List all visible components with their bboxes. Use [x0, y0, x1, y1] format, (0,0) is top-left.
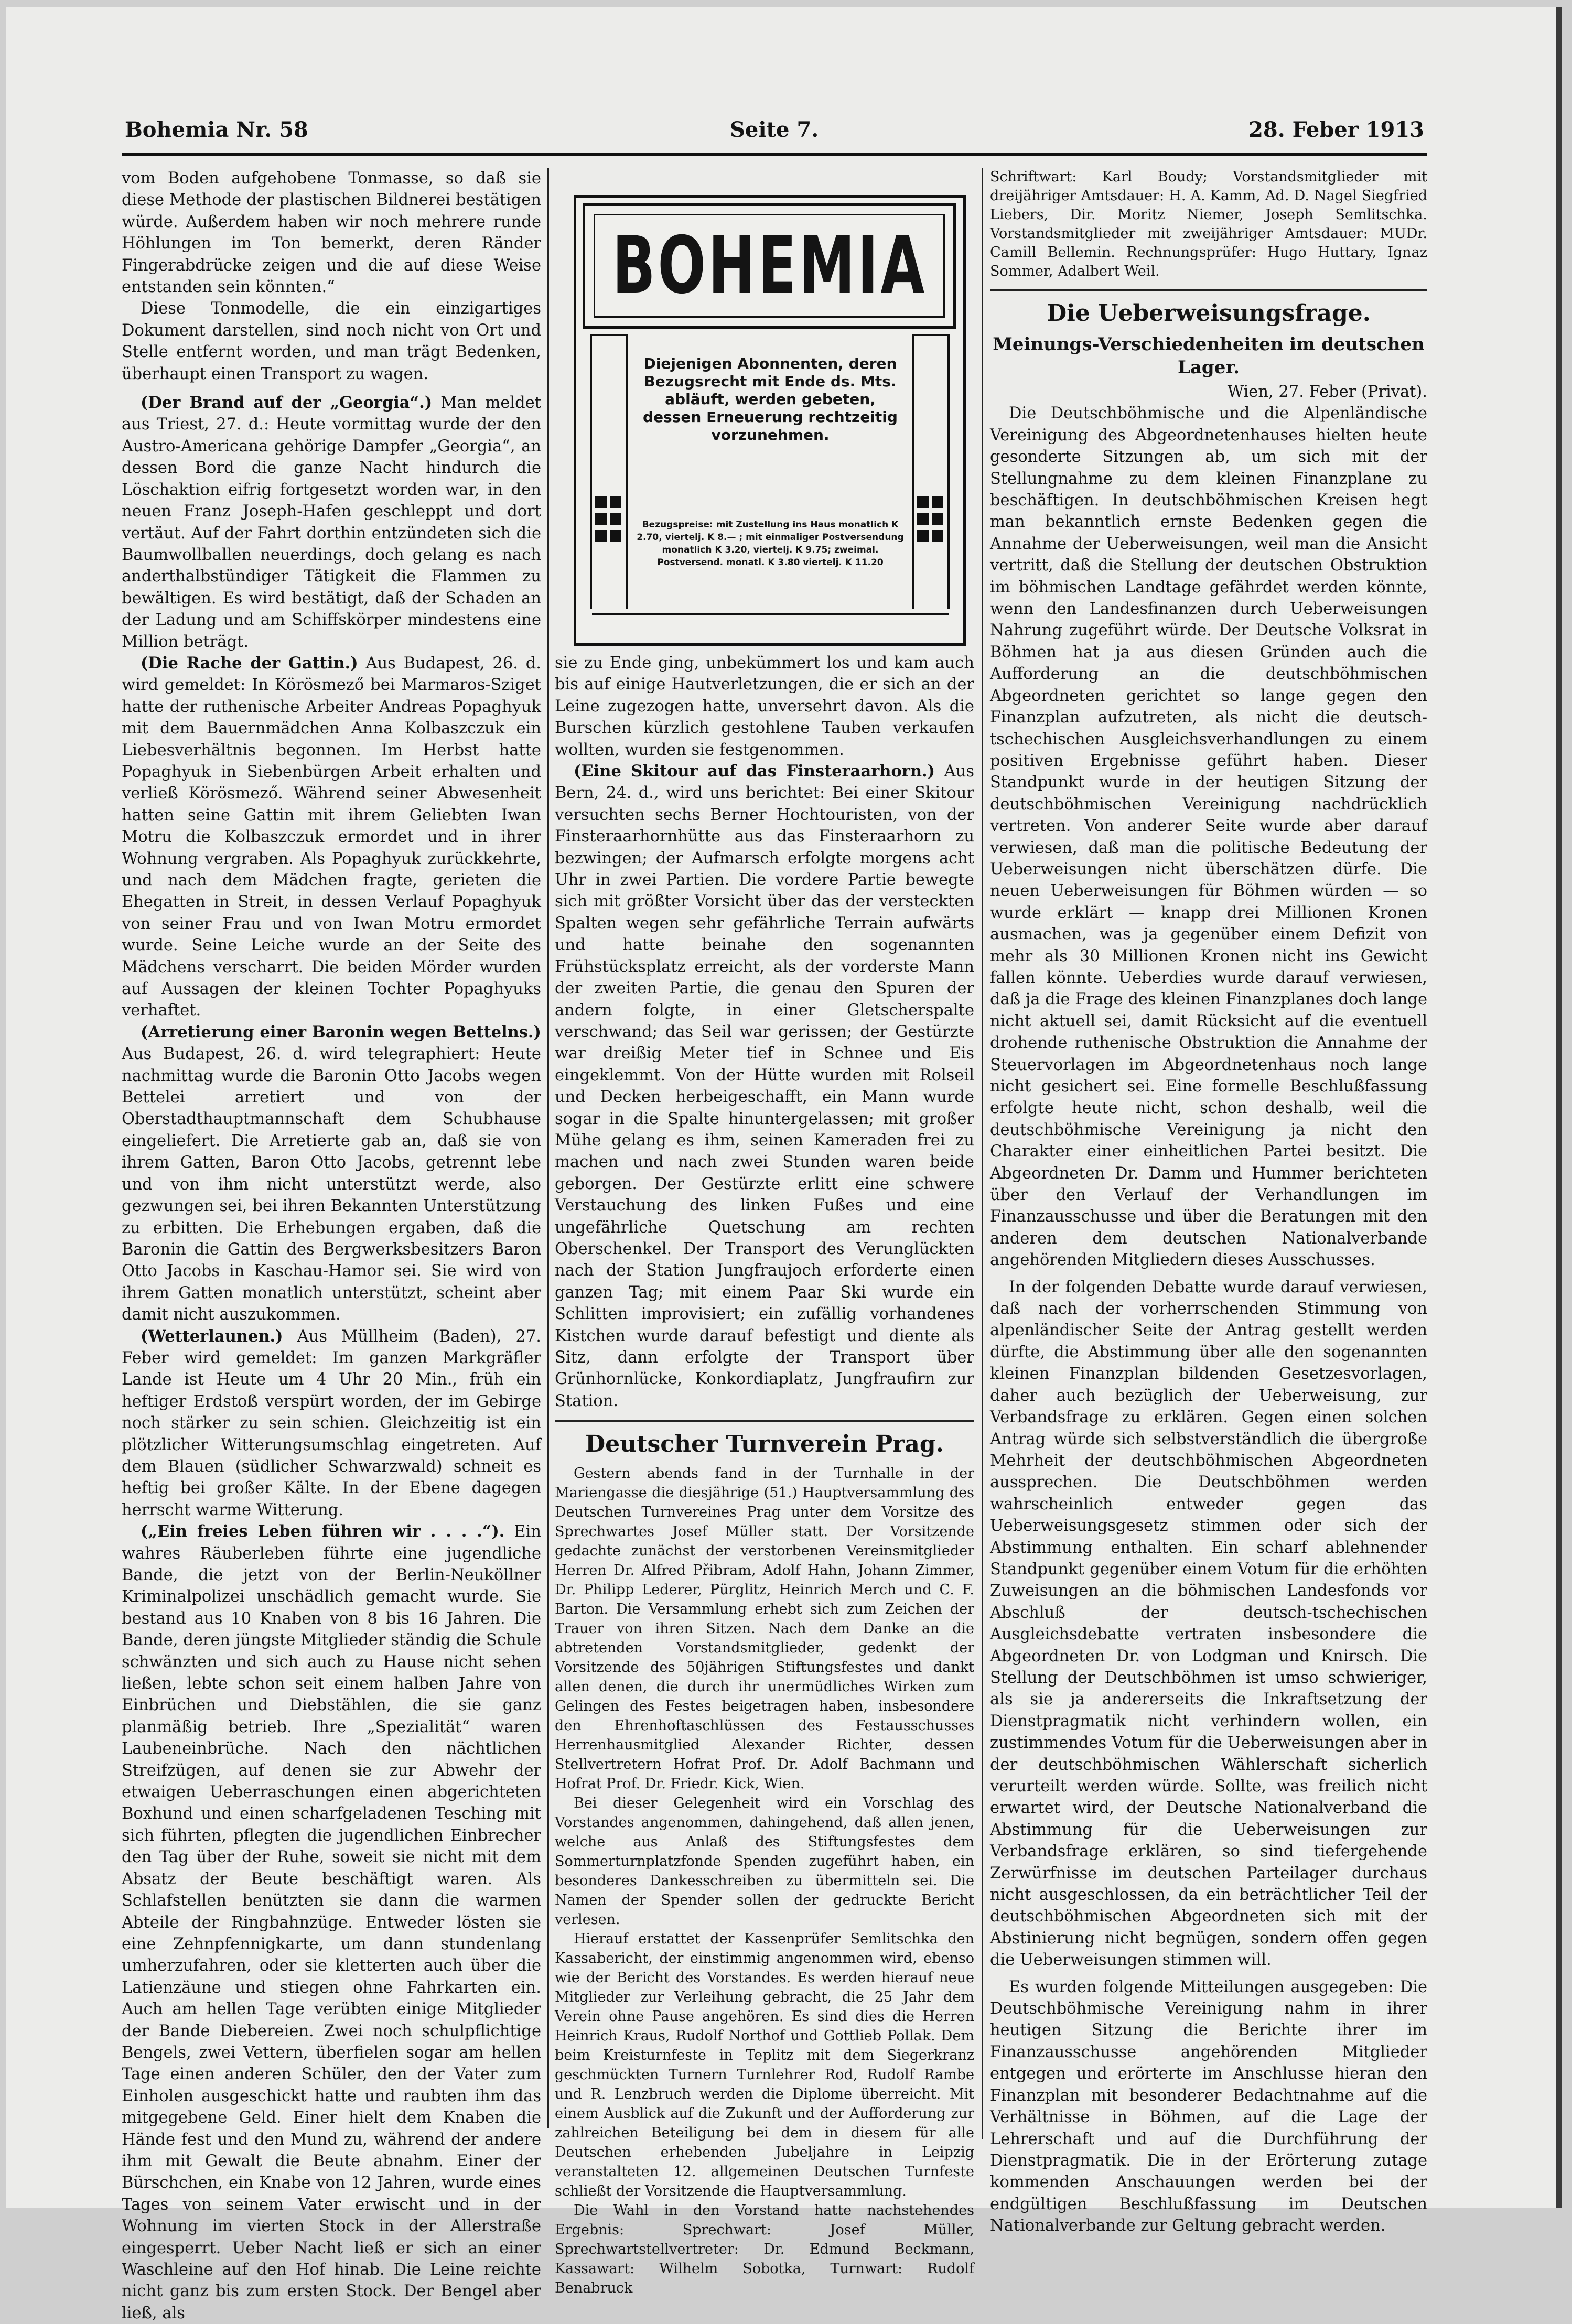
bohemia-logo: BOHEMIA — [612, 220, 927, 311]
dateline: Wien, 27. Feber (Privat). — [1227, 383, 1427, 401]
article-heading: (Wetterlaunen.) — [141, 1326, 283, 1346]
article-text: Ein wahres Räuberleben führte eine jugendliche Bande, die jetzt von der Berlin-Neuköllner Kriminalpolizei unschädlich gemacht wurde. Sie bestand aus 10 Knaben von 8 bis 16 Jahren. Die Bande, deren jüngste Mitglieder ständig die Schule schwänzten und sich auch zu Hause nicht sehen ließen, lebte schon seit einem halben Jahre von Einbrüchen und Diebstählen, die sie ganz planmäßig betrieb. Ihre „Spezialität“ waren Laubeneinbrüche. Nach den nächtlichen Streifzügen, auf denen sie zur Abwehr der etwaigen Ueberraschungen einen abgerichteten Boxhund und einen scharfgeladenen Tesching mit sich führten, pflegten die jugendlichen Einbrecher den Tag über der Ruhe, soweit sie nicht mit dem Absatz der Beute beschäftigt waren. Als Schlafstellen benützten sie dann die warmen Abteile der Ringbahnzüge. Entweder lösten sie eine Zehnpfennigkarte, um dann stundenlang umherzufahren, oder sie kletterten auch über die Latienzäune und stiegen ohne Fahrkarten ein. Auch am hellen Tage verübten einige Mitglieder der Bande Diebereien. Zwei noch schulpflichtige Bengels, zwei Vettern, überfielen sogar am hellen Tage einen anderen Schüler, den der Vater zum Einholen ausgeschickt hatte und raubten ihm das mitgegebene Geld. Einer hielt dem Knaben die Hände fest und den Mund zu, während der andere ihm mit Gewalt die Beute abnahm. Einer der Bürschchen, ein Knabe von 12 Jahren, wurde eines Tages von seinem Vater erwischt und in der Wohnung im vierten Stock in der Allerstraße eingesperrt. Ueber Nacht ließ er sich an einer Waschleine auf den Hof hinab. Die Leine reichte nicht ganz bis zum ersten Stock. Der Bengel aber ließ, als — [122, 1522, 541, 2322]
article-heading: (Der Brand auf der „Georgia“.) — [141, 393, 433, 413]
header-page-number: Seite 7. — [730, 117, 819, 142]
subscription-notice: Diejenigen Abonnenten, deren Bezugsrecht mit Ende ds. Mts. abläuft, werden gebeten, dessen Erneuerung rechtzeitig vorzunehmen. — [643, 355, 898, 444]
section-rule — [990, 289, 1427, 291]
article-paragraph: Die Deutschböhmische und die Alpenländische Vereinigung des Abgeordnetenhauses hielten heute gesonderte Sitzungen ab, um sich mit der Stellungnahme zu dem kleinen Finanzplane zu beschäftigen. In deutschböhmischen Kreisen hegt man bekanntlich ernste Bedenken gegen die Annahme der Ueberweisungen, weil man die Ansicht vertritt, daß die Stellung der deutschen Obstruktion im böhmischen Landtage gefährdet werden könnte, wenn den Landesfinanzen durch Ueberweisungen Nahrung zugeführt würde. Der Deutsche Volksrat in Böhmen hat ja aus diesen Gründen auch die Aufforderung an die deutschböhmischen Abgeordneten gerichtet so lange gegen den Finanzplan aufzutreten, als nicht die deutsch-tschechischen Ausgleichsverhandlungen zu einem positiven Ergebnisse geführt haben. Dieser Standpunkt wurde in der heutigen Sitzung der deutschböhmischen Vereinigung nachdrücklich vertreten. Von anderer Seite wurde aber darauf verwiesen, daß man die politische Bedeutung der Ueberweisungen nicht überschätzen dürfe. Die neuen Ueberweisungen für Böhmen würden — so wurde erklärt — knapp drei Millionen Kronen ausmachen, was ja gegenüber einem Defizit von mehr als 30 Millionen Kronen nicht ins Gewicht fallen könnte. Ueberdies wurde darauf verwiesen, daß ja die Frage des kleinen Finanzplanes doch lange nicht aktuell sei, damit Rücksicht auf die eventuell drohende ruthenische Obstruktion die Annahme der Steuervorlagen im Abgeordnetenhaus noch lange nicht gesichert sei. Eine formelle Beschlußfassung erfolgte heute nicht, schon deshalb, weil die deutschböhmische Vereinigung ja nicht den Charakter einer einheitlichen Partei besitzt. Die Abgeordneten Dr. Damm und Hummer berichteten über den Verlauf der Verhandlungen im Finanzausschusse und über die Beratungen mit den anderen dem deutschen Nationalverbande angehörenden Mitgliedern dieses Ausschusses. — [990, 404, 1427, 1270]
article-paragraph: vom Boden aufgehobene Tonmasse, so daß sie diese Methode der plastischen Bildnerei bestätigen würde. Außerdem haben wir noch mehrere runde Höhlungen im Ton bemerkt, deren Ränder Fingerabdrücke zeigen und die auf diese Weise entstanden sein könnten.“ — [122, 169, 541, 297]
article-text: Aus Budapest, 26. d. wird telegraphiert: Heute nachmittag wurde die Baronin Otto Jacobs wegen Bettelei arretiert und von der Oberstadthauptmannschaft dem Schubhause eingeliefert. Die Arretierte gab an, daß sie von ihrem Gatten, Baron Otto Jacobs, getrennt lebe und von ihm nicht unterstützt werde, also gezwungen sei, bei ihren Bekannten Unterstützung zu erbitten. Die Erhebungen ergaben, daß die Baronin die Gattin des Bergwerksbesitzers Baron Otto Jacobs in Kaschau-Hamor sei. Sie wird von ihrem Gatten monatlich unterstützt, scheint aber damit nicht auszukommen. — [122, 1045, 541, 1324]
article-text: Aus Bern, 24. d., wird uns berichtet: Bei einer Skitour versuchten sechs Berner Hochtouristen, von der Finsteraarhornhütte aus das Finsteraarhorn zu bezwingen; der Aufmarsch erfolgte morgens acht Uhr in zwei Partien. Die vordere Partie bewegte sich mit größter Vorsicht über das der versteckten Spalten wegen sehr gefährliche Terrain aufwärts und hatte beinahe den sogenannten Frühstücksplatz erreicht, als der vorderste Mann der zweiten Partie, die genau den Spuren der andern folgte, in einer Gletscherspalte verschwand; das Seil war gerissen; der Gestürzte war dreißig Meter tief in Schnee und Eis eingeklemmt. Von der Hütte wurden mit Rolseil und Decken herbeigeschafft, ein Mann wurde sogar in die Spalte hinuntergelassen; mit großer Mühe gelang es ihm, seinen Kameraden frei zu machen und nach zwei Stunden waren beide geborgen. Der Gestürzte erlitt eine schwere Verstauchung des linken Fußes und eine ungefährliche Quetschung am rechten Oberschenkel. Der Transport des Verunglückten nach der Station Jungfraujoch erforderte einen ganzen Tag; mit einem Paar Ski wurde ein Schlitten improvisiert; ein zufällig vorhandenes Kistchen wurde darauf befestigt und diente als Sitz, dann erfolgte der Transport über Grünhornlücke, Konkordiaplatz, Jungfraufirn zur Station. — [555, 762, 974, 1410]
article-paragraph: Hierauf erstattet der Kassenprüfer Semlitschka den Kassabericht, der einstimmig angenommen wird, ebenso wie der Bericht des Vorstandes. Es werden hierauf neue Mitglieder zur Verleihung gebracht, die 25 Jahr dem Verein ohne Pause angehören. Es sind dies die Herren Heinrich Kraus, Rudolf Northof und Gottlieb Pollak. Dem beim Kreisturnfeste in Teplitz mit dem Siegerkranz geschmückten Turnern Turnlehrer Rod, Rudolf Rambe und R. Lenzbruch werden die Diplome überreicht. Mit einem Ausblick auf die Zukunft und der Aufforderung zur zahlreichen Beteiligung bei dem in diesem für alle Deutschen erhebenden Jubeljahre in Leipzig veranstalteten 12. allgemeinen Deutschen Turnfeste schließt der Vorsitzende die Hauptversammlung. — [555, 1931, 974, 2200]
article-paragraph: Schriftwart: Karl Boudy; Vorstandsmitglieder mit dreijähriger Amtsdauer: H. A. Kamm, Ad. D. Nagel Siegfried Liebers, Dir. Moritz Niemer, Joseph Semlitschka. Vorstandsmitglieder mit zweijähriger Amtsdauer: MUDr. Camill Bellemin. Rechnungsprüfer: Hugo Huttary, Ignaz Sommer, Adalbert Weil. — [990, 169, 1427, 279]
article-heading: („Ein freies Leben führen wir . . . .“). — [141, 1522, 505, 1541]
left-pillar-ornament — [590, 334, 628, 609]
subscription-prices: Bezugspreise: mit Zustellung ins Haus monatlich K 2.70, viertelj. K 8.— ; mit einmaliger Postversendung monatlich K 3.20, viertelj. K 9.75; zweimal. Postversend. monatl. K 3.80 viertelj. K 11.20 — [637, 520, 904, 568]
column-2 — [555, 652, 974, 2297]
column-1 — [122, 168, 541, 2322]
article-paragraph: Diese Tonmodelle, die ein einzigartiges Dokument darstellen, sind noch nicht von Ort und Stelle entfernt worden, und man trägt Bedenken, überhaupt einen Transport zu wagen. — [122, 299, 541, 383]
turnverein-headline: Deutscher Turnverein Prag. — [585, 1431, 944, 1458]
article-heading: (Die Rache der Gattin.) — [141, 653, 358, 673]
article-text: Aus Budapest, 26. d. wird gemeldet: In Körösmező bei Marmaros-Sziget hatte der ruthenische Arbeiter Andreas Popaghyuk mit dem Bauernmädchen Anna Kolbaszczuk ein Liebesverhältnis begonnen. Im Herbst hatte Popaghyuk in Siebenbürgen Arbeit erhalten und verließ Körösmező. Während seiner Abwesenheit hatten seine Gattin mit ihrem Geliebten Iwan Motru die Kolbaszczuk ermordet und in ihrer Wohnung vergraben. Als Popaghyuk zurückkehrte, und nach dem Mädchen fragte, gerieten die Ehegatten in Streit, in dessen Verlauf Popaghyuk von seiner Frau und von Iwan Motru ermordet wurde. Seine Leiche wurde an der Seite des Mädchens verscharrt. Die beiden Mörder wurden auf Aussagen der kleinen Tochter Popaghyuks verhaftet. — [122, 654, 541, 1020]
ueberweisung-headline: Die Ueberweisungsfrage. — [1046, 300, 1371, 327]
section-rule — [555, 1420, 974, 1422]
article-paragraph: Es wurden folgende Mitteilungen ausgegeben: Die Deutschböhmische Vereinigung nahm in ihrer heutigen Sitzung die Berichte ihrer im Finanzausschusse angehörenden Mitglieder entgegen und erörterte im Anschlusse hieran den Finanzplan mit besonderer Bedachtnahme auf die Verhältnisse in Böhmen, auf die Lage der Lehrerschaft und auf die Durchführung der Dienstpragmatik. Die in der Erörterung zutage kommenden Anschauungen werden bei der endgültigen Beschlußfassung im Deutschen Nationalverbande zur Geltung gebracht werden. — [990, 1977, 1427, 2235]
article-heading: (Eine Skitour auf das Finsteraarhorn.) — [574, 762, 935, 781]
header-rule — [122, 153, 1427, 156]
article-text: Man meldet aus Triest, 27. d.: Heute vormittag wurde der den Austro-Americana gehörige Dampfer „Georgia“, an dessen Bord die ganze Nacht hindurch die Löschaktion eifrig fortgesetzt worden war, in den neuen Franz Joseph-Hafen geschleppt und dort vertäut. Auf der Fahrt dorthin entzündeten sich die Baumwollballen neuerdings, doch gelang es nach anderthalbstündiger Tätigkeit die Flammen zu bewältigen. Es wird bestätigt, daß der Schaden an der Ladung und am Schiffskörper mindestens eine Million beträgt. — [122, 394, 541, 651]
ueberweisung-subheadline: Meinungs-Verschiedenheiten im deutschen Lager. — [993, 334, 1425, 378]
ad-base-ornament — [592, 613, 949, 638]
article-text: Aus Müllheim (Baden), 27. Feber wird gemeldet: Im ganzen Markgräfler Lande ist Heute um 4 Uhr 20 Min., früh ein heftiger Erdstoß verspürt worden, der im Gebirge noch stärker zu sein schien. Gleichzeitig ist ein plötzlicher Witterungsumschlag eingetreten. Auf dem Blauen (südlicher Schwarzwald) schneit es heftig bei großer Kälte. In der Ebene dagegen herrscht warme Witterung. — [122, 1327, 541, 1519]
page-header — [122, 115, 1427, 150]
header-issue: Bohemia Nr. 58 — [125, 117, 308, 142]
article-paragraph: Bei dieser Gelegenheit wird ein Vorschlag des Vorstandes angenommen, dahingehend, daß allen jenen, welche aus Anlaß des Stiftungsfestes dem Sommerturnplatzfonde Spenden zugeführt haben, ein besonderes Dankesschreiben zu übermitteln sei. Die Namen der Spender sollen der gedruckte Bericht verlesen. — [555, 1795, 974, 1928]
column-divider-1 — [547, 168, 549, 2128]
right-pillar-ornament — [912, 334, 950, 609]
logo-frame — [583, 203, 956, 329]
article-heading: (Arretierung einer Baronin wegen Bettelns.) — [141, 1022, 541, 1042]
article-paragraph: In der folgenden Debatte wurde darauf verwiesen, daß nach der vorherrschenden Stimmung von alpenländischer Seite der Antrag gestellt werden dürfte, die Abstimmung über alle den sogenannten kleinen Finanzplan bildenden Gesetzesvorlagen, daher auch bezüglich der Ueberweisung, zur Verbandsfrage zu erklären. Gegen einen solchen Antrag würde sich selbstverständlich die übergroße Mehrheit der deutschböhmischen Abgeordneten aussprechen. Die Deutschböhmen werden wahrscheinlich entweder gegen das Ueberweisungsgesetz stimmen oder sich der Abstimmung enthalten. Ein scharf ablehnender Standpunkt gegenüber einem Votum für die erhöhten Zuweisungen an die böhmischen Landesfonds vor Abschluß der deutsch-tschechischen Ausgleichsdebatte vertraten insbesondere die Abgeordneten Dr. von Lodgman und Knirsch. Die Stellung der Deutschböhmen ist umso schwieriger, als sie ja andererseits die Inkraftsetzung der Dienstpragmatik nicht verhindern wollen, ein zustimmendes Votum für die Ueberweisungen aber in der deutschböhmischen Wählerschaft sicherlich verurteilt werden würde. Sollte, was freilich nicht erwartet wird, der Deutsche Nationalverband die Abstimmung für die Ueberweisungen zur Verbandsfrage erklären, so sind tiefergehende Zerwürfnisse im deutschen Parteilager durchaus nicht ausgeschlossen, da ein beträchtlicher Teil der deutschböhmischen Abgeordneten sich mit der Abstinierung nicht begnügen, sondern offen gegen die Ueberweisungen stimmen will. — [990, 1278, 1427, 1970]
header-date: 28. Feber 1913 — [1248, 117, 1424, 142]
article-paragraph: Gestern abends fand in der Turnhalle in der Mariengasse die diesjährige (51.) Hauptversammlung des Deutschen Turnvereines Prag unter dem Vorsitze des Sprechwartes Josef Müller statt. Der Vorsitzende gedachte zunächst der verstorbenen Vereinsmitglieder Herren Dr. Alfred Přibram, Adolf Hahn, Johann Zimmer, Dr. Philipp Lederer, Pürglitz, Heinrich Merch und C. F. Barton. Die Versammlung erhebt sich zum Zeichen der Trauer von ihren Sitzen. Nach dem Danke an die abtretenden Vorstandsmitglieder, gedenkt der Vorsitzende des 50jährigen Stiftungsfestes und dankt allen denen, die durch ihr unermüdliches Wirken zum Gelingen des Festes beigetragen haben, insbesondere den Ehrenhoftaschlüssen des Festausschusses Herrenhausmitglied Alexander Richter, dessen Stellvertretern Hofrat Prof. Dr. Adolf Bachmann und Hofrat Prof. Dr. Friedr. Kick, Wien. — [555, 1465, 974, 1792]
column-3 — [990, 168, 1427, 2235]
article-paragraph: Die Wahl in den Vorstand hatte nachstehendes Ergebnis: Sprechwart: Josef Müller, Sprechwartstellvertreter: Dr. Edmund Beckmann, Kassawart: Wilhelm Sobotka, Turnwart: Rudolf Benabruck — [555, 2202, 974, 2297]
article-paragraph: sie zu Ende ging, unbekümmert los und kam auch bis auf einige Hautverletzungen, die er sich an der Leine zugezogen hatte, unversehrt davon. Als die Burschen kürzlich gestohlene Tauben verkaufen wollten, wurden sie festgenommen. — [555, 654, 974, 759]
bohemia-advertisement — [574, 195, 966, 646]
column-divider-2 — [982, 168, 983, 2139]
